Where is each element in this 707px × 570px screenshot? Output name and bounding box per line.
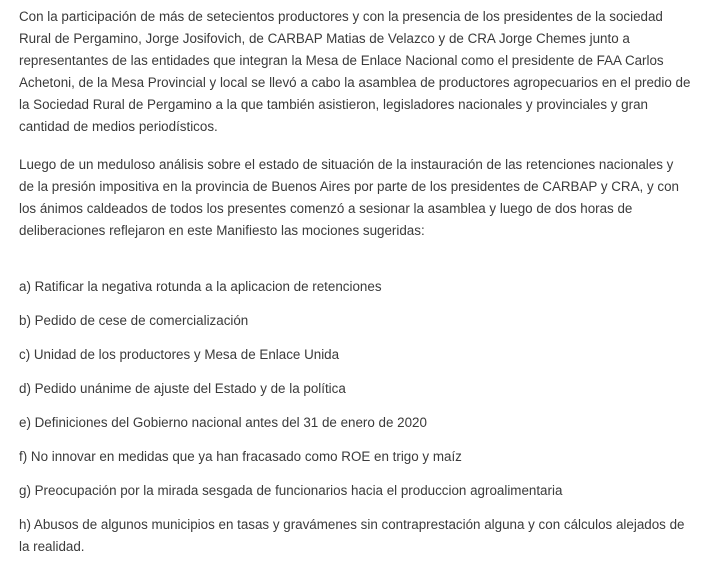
list-item: f) No innovar en medidas que ya han fracasado como ROE en trigo y maíz — [19, 449, 462, 464]
analysis-paragraph: Luego de un meduloso análisis sobre el estado de situación de la instauración de las retenciones nacionales y de la presión impositiva en la provincia de Buenos Aires por parte de los presidentes de CARBAP y CRA, y con los ánimos caldeados de todos los presentes comenzó a sesionar la asamblea y luego de dos horas de deliberaciones reflejaron en este Manifiesto las mociones sugeridas: — [19, 157, 679, 238]
list-item: g) Preocupación por la mirada sesgada de funcionarios hacia el produccion agroalimentaria — [19, 483, 563, 498]
list-item: e) Definiciones del Gobierno nacional antes del 31 de enero de 2020 — [19, 415, 427, 430]
intro-paragraph: Con la participación de más de setecientos productores y con la presencia de los presidentes de la sociedad Rural de Pergamino, Jorge Josifovich, de CARBAP Matias de Velazco y de CRA Jorge Chemes junto a representantes de las entidades que integran la Mesa de Enlace Nacional como el presidente de FAA Carlos Achetoni, de la Mesa Provincial y local se llevó a cabo la asamblea de productores agropecuarios en el predio de la Sociedad Rural de Pergamino a la que también asistieron, legisladores nacionales y provinciales y gran cantidad de medios periodísticos. — [19, 9, 691, 134]
list-item: a) Ratificar la negativa rotunda a la aplicacion de retenciones — [19, 279, 382, 294]
list-item: c) Unidad de los productores y Mesa de Enlace Unida — [19, 347, 340, 362]
list-item: b) Pedido de cese de comercialización — [19, 313, 249, 328]
list-item: h) Abusos de algunos municipios en tasas y gravámenes sin contraprestación alguna y con cálculos alejados de la realidad. — [19, 517, 685, 554]
motions-list — [19, 276, 691, 558]
document-body — [19, 6, 691, 570]
list-item: d) Pedido unánime de ajuste del Estado y de la política — [19, 381, 346, 396]
